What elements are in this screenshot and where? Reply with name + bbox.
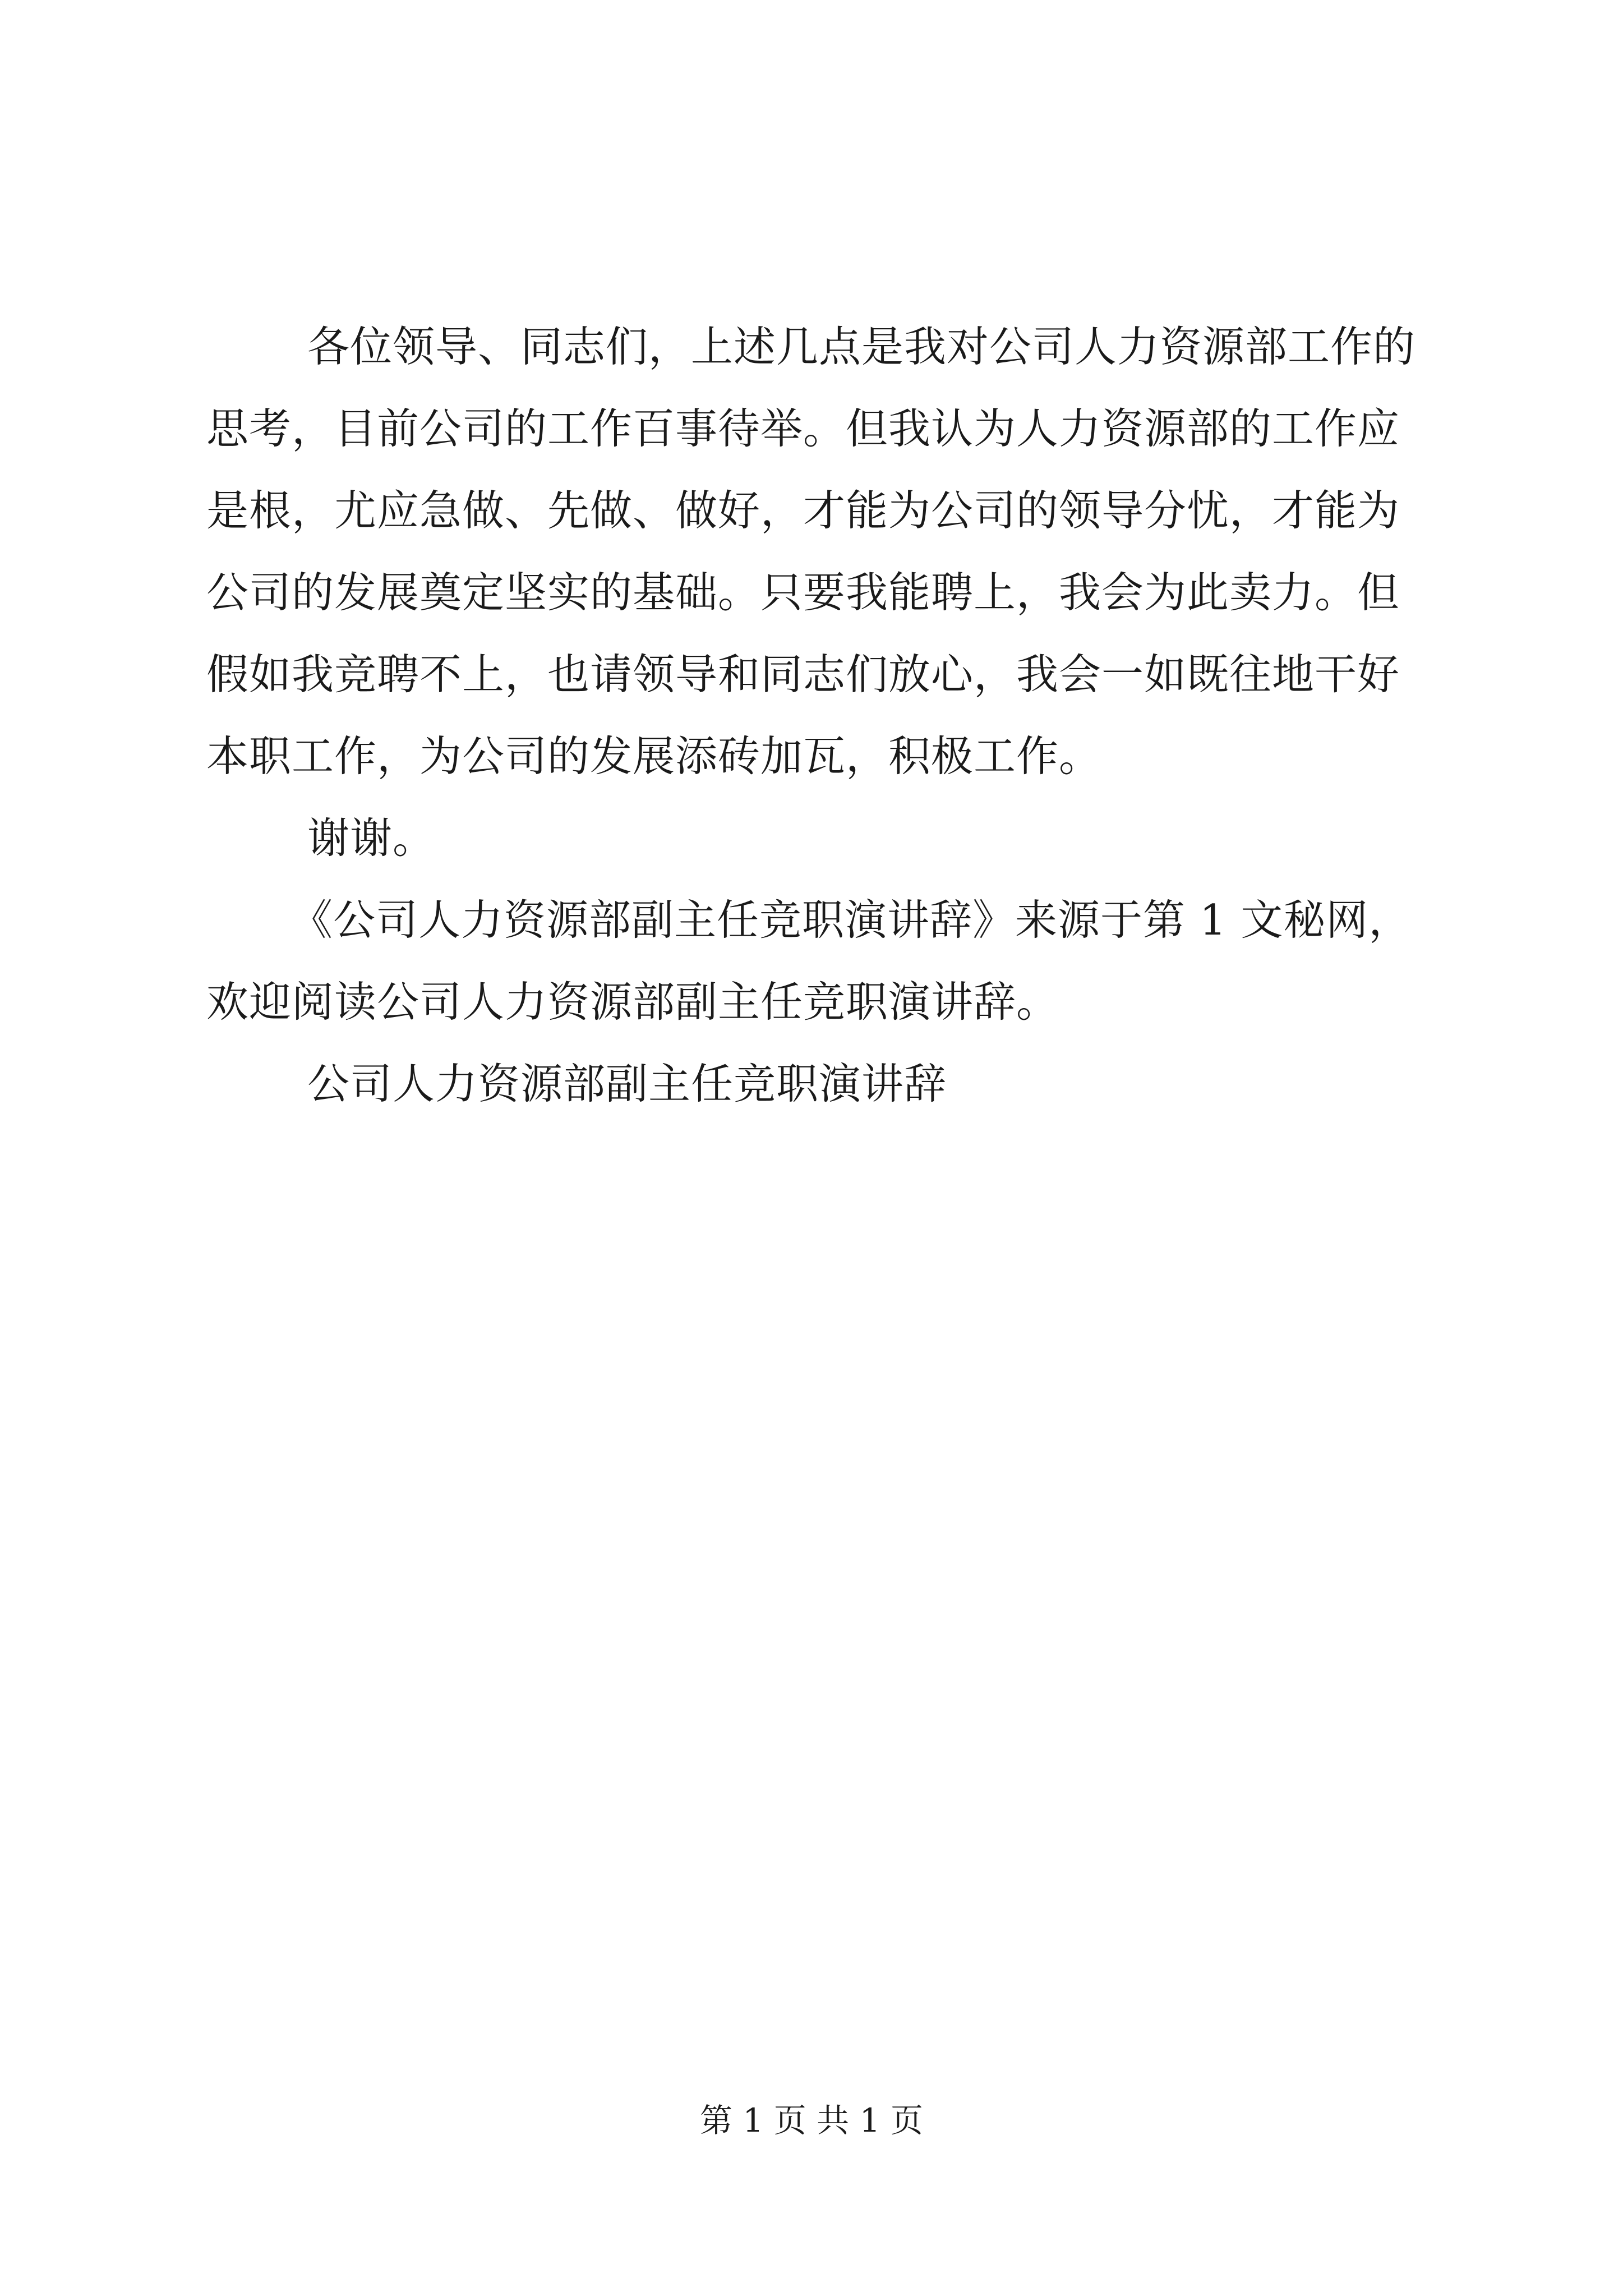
text-line: 《公司人力资源部副主任竞职演讲辞》来源于第 1 文秘网，: [291, 895, 1412, 945]
paragraph-closing-remarks: [206, 306, 1418, 797]
document-body: [206, 306, 1418, 1125]
paragraph-title-repeat: [206, 1043, 1418, 1125]
text-line: 各位领导、同志们，上述几点是我对公司人力资源部工作的: [307, 322, 1416, 371]
paragraph-source-note: [206, 879, 1418, 1043]
text-line: 是根，尤应急做、先做、做好，才能为公司的领导分忧，才能为: [206, 486, 1400, 535]
paragraph-thanks: [206, 797, 1418, 879]
text-line: 欢迎阅读公司人力资源部副主任竞职演讲辞。: [206, 977, 1059, 1027]
text-line: 假如我竞聘不上，也请领导和同志们放心，我会一如既往地干好: [206, 650, 1400, 699]
text-line: 公司人力资源部副主任竞职演讲辞: [307, 1059, 947, 1108]
text-line: 本职工作，为公司的发展添砖加瓦，积极工作。: [206, 731, 1102, 781]
text-line: 公司的发展奠定坚实的基础。只要我能聘上，我会为此卖力。但: [206, 568, 1400, 617]
text-line: 谢谢。: [307, 813, 436, 863]
page-number-footer: 第 1 页 共 1 页: [700, 2101, 923, 2139]
text-line: 思考，目前公司的工作百事待举。但我认为人力资源部的工作应: [206, 404, 1400, 453]
